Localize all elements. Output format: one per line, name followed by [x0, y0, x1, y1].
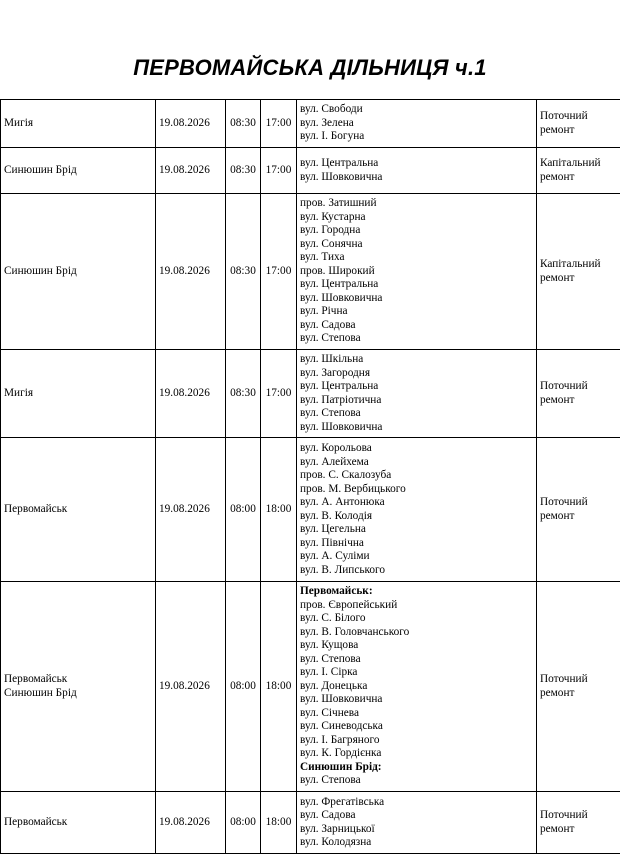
- street-name: вул. Шовковична: [300, 420, 383, 433]
- street-name: вул. Городна: [300, 224, 361, 237]
- street-name: вул. Кущова: [300, 639, 359, 652]
- village-cell: [1, 438, 156, 582]
- date-cell: 19.08.2026: [156, 438, 226, 582]
- work-type-text: ремонт: [540, 686, 575, 699]
- work-type-text: Поточний: [540, 380, 588, 392]
- village-name: Синюшин Брід: [4, 686, 77, 699]
- work-type-text: ремонт: [540, 393, 575, 406]
- table-row: [1, 194, 620, 350]
- start-time-cell: 08:00: [226, 792, 261, 854]
- work-type-text: Поточний: [540, 110, 588, 122]
- start-time-cell: 08:30: [226, 194, 261, 350]
- date-cell: 19.08.2026: [156, 792, 226, 854]
- street-name: вул. Тиха: [300, 251, 345, 264]
- table-row: [1, 100, 620, 148]
- village-cell: [1, 582, 156, 792]
- work-type-text: Поточний: [540, 673, 588, 685]
- street-name: вул. Синеводська: [300, 720, 383, 733]
- street-name: вул. Центральна: [300, 380, 379, 392]
- village-name: Синюшин Брід: [4, 163, 77, 176]
- village-name: Первомайськ: [4, 815, 68, 828]
- street-name: вул. Центральна: [300, 278, 379, 291]
- streets-cell: [297, 792, 537, 854]
- street-name: пров. М. Вербицького: [300, 482, 406, 495]
- start-time-cell: 08:00: [226, 582, 261, 792]
- village-name: Мигія: [4, 386, 34, 399]
- work-type-cell: [537, 194, 620, 350]
- table-row: [1, 148, 620, 194]
- street-name: вул. Північна: [300, 536, 364, 549]
- date-cell: 19.08.2026: [156, 582, 226, 792]
- street-name: вул. Шовковична: [300, 693, 383, 706]
- street-name: вул. Зелена: [300, 116, 354, 129]
- street-name: вул. Степова: [300, 407, 361, 419]
- street-name: вул. Загородня: [300, 366, 371, 379]
- streets-cell: [297, 350, 537, 438]
- village-name: Первомайськ: [4, 673, 68, 685]
- date-cell: 19.08.2026: [156, 194, 226, 350]
- work-type-text: ремонт: [540, 123, 575, 136]
- street-name: вул. В. Липського: [300, 563, 386, 576]
- work-type-text: Капітальний: [540, 258, 601, 270]
- street-name: вул. Фрегатівська: [300, 795, 385, 808]
- start-time-cell: 08:30: [226, 350, 261, 438]
- street-name: вул. І. Багряного: [300, 733, 380, 746]
- end-time-cell: 17:00: [261, 100, 297, 148]
- street-name: вул. Шкільна: [300, 353, 364, 365]
- locality-heading: Первомайськ:: [300, 585, 373, 598]
- street-name: вул. Степова: [300, 332, 361, 345]
- start-time-cell: 08:30: [226, 148, 261, 194]
- date-cell: 19.08.2026: [156, 100, 226, 148]
- work-type-cell: [537, 582, 620, 792]
- village-name: Первомайськ: [4, 502, 68, 515]
- street-name: вул. Цегельна: [300, 523, 366, 535]
- street-name: вул. Шовковична: [300, 170, 383, 183]
- street-name: пров. Широкий: [300, 264, 375, 277]
- street-name: вул. Степова: [300, 652, 361, 665]
- table-row: [1, 350, 620, 438]
- street-name: вул. Зарницької: [300, 822, 375, 835]
- work-type-text: Поточний: [540, 809, 588, 821]
- work-type-text: ремонт: [540, 509, 575, 522]
- work-type-cell: [537, 438, 620, 582]
- street-name: вул. Донецька: [300, 679, 368, 692]
- end-time-cell: 18:00: [261, 438, 297, 582]
- street-name: вул. Сонячна: [300, 237, 363, 250]
- streets-cell: [297, 194, 537, 350]
- end-time-cell: 17:00: [261, 194, 297, 350]
- village-cell: [1, 148, 156, 194]
- street-name: вул. Січнева: [300, 706, 359, 719]
- streets-cell: [297, 438, 537, 582]
- table-row: [1, 438, 620, 582]
- start-time-cell: 08:30: [226, 100, 261, 148]
- street-name: вул. А. Антонюка: [300, 496, 385, 508]
- table-row: [1, 792, 620, 854]
- street-name: вул. С. Білого: [300, 612, 366, 625]
- village-cell: [1, 792, 156, 854]
- street-name: вул. І. Богуна: [300, 130, 365, 143]
- end-time-cell: 17:00: [261, 350, 297, 438]
- work-type-text: ремонт: [540, 822, 575, 835]
- work-type-cell: [537, 100, 620, 148]
- work-type-text: ремонт: [540, 271, 575, 284]
- end-time-cell: 18:00: [261, 792, 297, 854]
- street-name: вул. Річна: [300, 305, 348, 318]
- work-type-cell: [537, 792, 620, 854]
- document-title: ПЕРВОМАЙСЬКА ДІЛЬНИЦЯ ч.1: [133, 55, 487, 80]
- streets-cell: [297, 582, 537, 792]
- street-name: пров. Затишний: [300, 197, 377, 210]
- start-time-cell: 08:00: [226, 438, 261, 582]
- village-name: Мигія: [4, 116, 34, 129]
- street-name: пров. Європейський: [300, 598, 398, 611]
- table-row: [1, 582, 620, 792]
- street-name: вул. Колодязна: [300, 836, 372, 848]
- end-time-cell: 17:00: [261, 148, 297, 194]
- date-cell: 19.08.2026: [156, 350, 226, 438]
- work-type-text: ремонт: [540, 170, 575, 183]
- street-name: вул. І. Сірка: [300, 666, 358, 679]
- work-type-cell: [537, 350, 620, 438]
- street-name: вул. В. Колодія: [300, 509, 373, 522]
- date-cell: 19.08.2026: [156, 148, 226, 194]
- locality-heading: Синюшин Брід:: [300, 760, 382, 773]
- street-name: вул. Шовковична: [300, 291, 383, 304]
- street-name: вул. Корольова: [300, 442, 372, 454]
- street-name: вул. Садова: [300, 809, 356, 821]
- end-time-cell: 18:00: [261, 582, 297, 792]
- street-name: пров. С. Скалозуба: [300, 469, 392, 481]
- street-name: вул. Свободи: [300, 103, 363, 116]
- village-cell: [1, 100, 156, 148]
- work-type-text: Поточний: [540, 496, 588, 508]
- street-name: вул. Степова: [300, 774, 361, 787]
- street-name: вул. К. Гордієнка: [300, 747, 382, 760]
- street-name: вул. Алейхема: [300, 455, 369, 468]
- street-name: вул. В. Головчанського: [300, 625, 410, 638]
- work-type-text: Капітальний: [540, 157, 601, 169]
- village-cell: [1, 194, 156, 350]
- streets-cell: [297, 100, 537, 148]
- street-name: вул. Кустарна: [300, 210, 366, 223]
- street-name: вул. Центральна: [300, 157, 379, 169]
- street-name: вул. Садова: [300, 318, 356, 331]
- village-cell: [1, 350, 156, 438]
- street-name: вул. Патріотична: [300, 393, 382, 406]
- streets-cell: [297, 148, 537, 194]
- village-name: Синюшин Брід: [4, 264, 77, 277]
- work-type-cell: [537, 148, 620, 194]
- street-name: вул. А. Суліми: [300, 550, 370, 562]
- outage-schedule-table: [0, 99, 620, 854]
